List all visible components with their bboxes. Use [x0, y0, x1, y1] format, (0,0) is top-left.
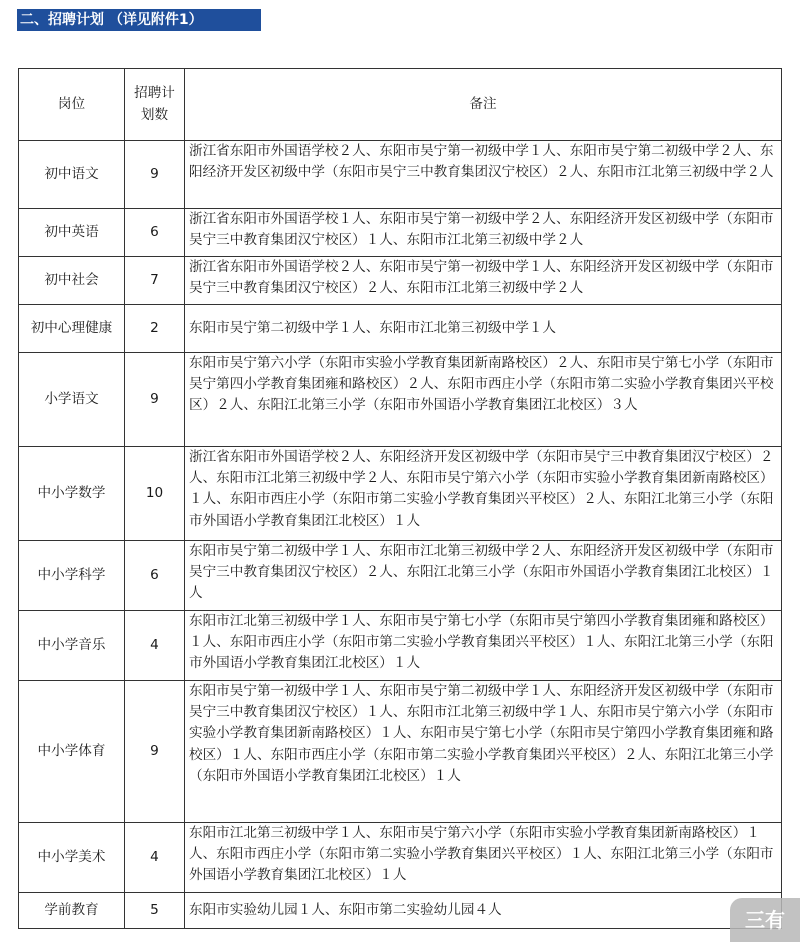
count-cell: 4	[125, 611, 185, 681]
watermark-badge: 三有	[730, 898, 800, 942]
table-row	[19, 681, 782, 823]
position-cell: 中小学数学	[19, 447, 125, 541]
table-row	[19, 257, 782, 305]
count-cell: 6	[125, 541, 185, 611]
position-cell: 初中英语	[19, 209, 125, 257]
position-cell: 中小学科学	[19, 541, 125, 611]
position-cell: 中小学美术	[19, 823, 125, 893]
count-cell: 4	[125, 823, 185, 893]
count-cell: 9	[125, 681, 185, 823]
remark-cell: 东阳市吴宁第一初级中学１人、东阳市吴宁第二初级中学１人、东阳经济开发区初级中学（东阳市吴宁三中教育集团汉宁校区）１人、东阳市江北第三初级中学１人、东阳市吴宁第六小学（东阳市实验小学教育集团新南路校区）１人、东阳市吴宁第七小学（东阳市吴宁第四小学教育集团雍和路校区）１人、东阳市西庄小学（东阳市第二实验小学教育集团兴平校区）２人、东阳江北第三小学（东阳市外国语小学教育集团江北校区）１人	[185, 681, 782, 823]
count-cell: 7	[125, 257, 185, 305]
table-row	[19, 823, 782, 893]
position-cell: 学前教育	[19, 893, 125, 929]
recruitment-plan-table	[18, 68, 782, 929]
table-row	[19, 353, 782, 447]
remark-cell: 浙江省东阳市外国语学校２人、东阳经济开发区初级中学（东阳市吴宁三中教育集团汉宁校区）２人、东阳市江北第三初级中学２人、东阳市吴宁第六小学（东阳市实验小学教育集团新南路校区）１人、东阳市西庄小学（东阳市第二实验小学教育集团兴平校区）２人、东阳江北第三小学（东阳市外国语小学教育集团江北校区）１人	[185, 447, 782, 541]
remark-cell: 东阳市江北第三初级中学１人、东阳市吴宁第七小学（东阳市吴宁第四小学教育集团雍和路校区）１人、东阳市西庄小学（东阳市第二实验小学教育集团兴平校区）１人、东阳江北第三小学（东阳市外国语小学教育集团江北校区）１人	[185, 611, 782, 681]
position-cell: 初中语文	[19, 141, 125, 209]
table-row	[19, 141, 782, 209]
remark-cell: 东阳市吴宁第六小学（东阳市实验小学教育集团新南路校区）２人、东阳市吴宁第七小学（东阳市吴宁第四小学教育集团雍和路校区）２人、东阳市西庄小学（东阳市第二实验小学教育集团兴平校区）２人、东阳江北第三小学（东阳市外国语小学教育集团江北校区）３人	[185, 353, 782, 447]
count-cell: 9	[125, 353, 185, 447]
remark-cell: 浙江省东阳市外国语学校２人、东阳市吴宁第一初级中学１人、东阳经济开发区初级中学（东阳市吴宁三中教育集团汉宁校区）２人、东阳市江北第三初级中学２人	[185, 257, 782, 305]
remark-cell: 东阳市江北第三初级中学１人、东阳市吴宁第六小学（东阳市实验小学教育集团新南路校区）１人、东阳市西庄小学（东阳市第二实验小学教育集团兴平校区）１人、东阳江北第三小学（东阳市外国语小学教育集团江北校区）１人	[185, 823, 782, 893]
position-cell: 中小学体育	[19, 681, 125, 823]
table-row	[19, 305, 782, 353]
position-cell: 小学语文	[19, 353, 125, 447]
table-row	[19, 541, 782, 611]
table-row	[19, 209, 782, 257]
remark-cell: 东阳市吴宁第二初级中学１人、东阳市江北第三初级中学２人、东阳经济开发区初级中学（东阳市吴宁三中教育集团汉宁校区）２人、东阳江北第三小学（东阳市外国语小学教育集团江北校区）１人	[185, 541, 782, 611]
count-cell: 10	[125, 447, 185, 541]
header-count: 招聘计划数	[125, 69, 185, 141]
header-position: 岗位	[19, 69, 125, 141]
table-row	[19, 611, 782, 681]
position-cell: 初中心理健康	[19, 305, 125, 353]
remark-cell: 东阳市实验幼儿园１人、东阳市第二实验幼儿园４人	[185, 893, 782, 929]
count-cell: 2	[125, 305, 185, 353]
position-cell: 初中社会	[19, 257, 125, 305]
count-cell: 5	[125, 893, 185, 929]
table-row	[19, 447, 782, 541]
section-heading: 二、招聘计划 （详见附件1）	[17, 9, 261, 31]
table-row	[19, 893, 782, 929]
position-cell: 中小学音乐	[19, 611, 125, 681]
count-cell: 9	[125, 141, 185, 209]
count-cell: 6	[125, 209, 185, 257]
header-remark: 备注	[185, 69, 782, 141]
remark-cell: 浙江省东阳市外国语学校２人、东阳市吴宁第一初级中学１人、东阳市吴宁第二初级中学２人、东阳经济开发区初级中学（东阳市吴宁三中教育集团汉宁校区）２人、东阳市江北第三初级中学２人	[185, 141, 782, 209]
table-header-row	[19, 69, 782, 141]
remark-cell: 东阳市吴宁第二初级中学１人、东阳市江北第三初级中学１人	[185, 305, 782, 353]
remark-cell: 浙江省东阳市外国语学校１人、东阳市吴宁第一初级中学２人、东阳经济开发区初级中学（东阳市吴宁三中教育集团汉宁校区）１人、东阳市江北第三初级中学２人	[185, 209, 782, 257]
